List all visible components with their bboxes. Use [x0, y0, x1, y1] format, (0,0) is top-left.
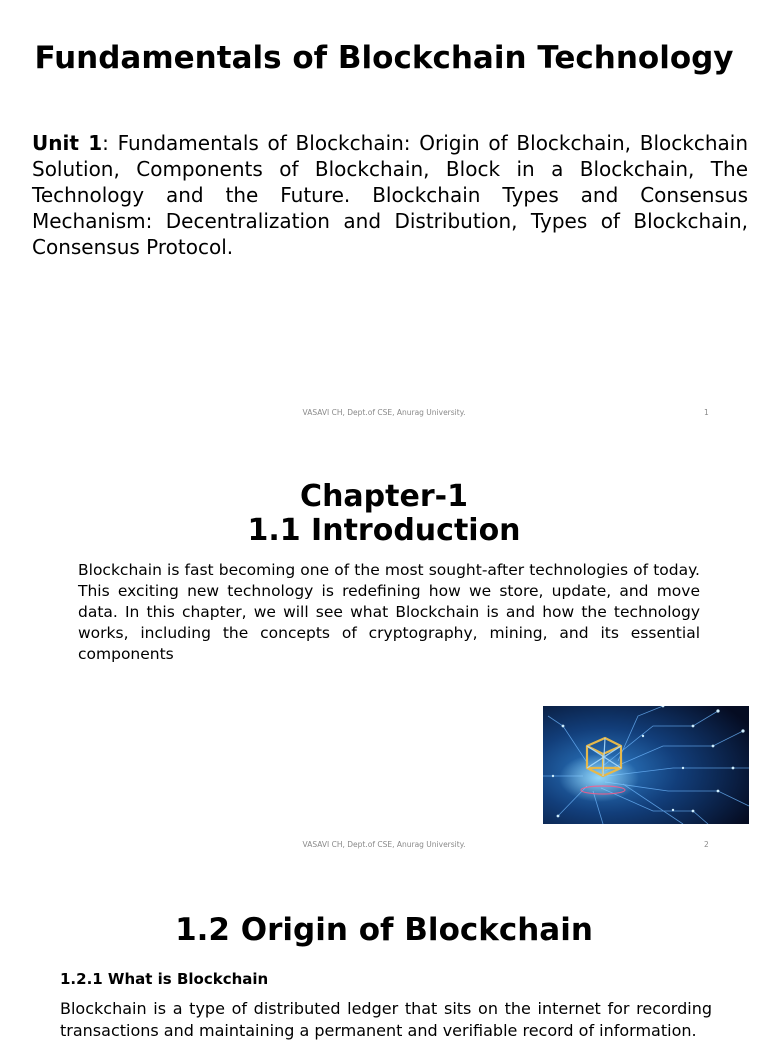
slide-2 — [0, 432, 768, 864]
section-body: Blockchain is a type of distributed ledger that sits on the internet for recording transactions and maintaining a permanent and verifiable record of information. — [60, 999, 712, 1040]
slide-1 — [0, 0, 768, 432]
footer-text: VASAVI CH, Dept.of CSE, Anurag University. — [302, 840, 466, 849]
sub-heading: 1.2.1 What is Blockchain — [60, 970, 269, 988]
unit-description — [32, 130, 748, 260]
unit-body: : Fundamentals of Blockchain: Origin of Blockchain, Blockchain Solution, Components of Blockchain, Block in a Blockchain, The Technology and the Future. Blockchain Types and Consensus Mechanism: Decentralization and Distribution, Types of Blockchain, Consensus Protocol. — [32, 131, 748, 259]
chapter-title — [0, 480, 768, 548]
section-title: 1.2 Origin of Blockchain — [175, 912, 593, 948]
page-number: 1 — [704, 408, 709, 417]
chapter-title-line2: 1.1 Introduction — [247, 513, 521, 548]
slide-title: Fundamentals of Blockchain Technology — [34, 40, 734, 76]
unit-label: Unit 1 — [32, 131, 103, 155]
slide-3 — [0, 864, 768, 1040]
blockchain-circuit-cube-image — [543, 706, 749, 824]
chapter-title-line1: Chapter-1 — [300, 479, 468, 514]
circuit-illustration — [543, 706, 749, 824]
page-number: 2 — [704, 840, 709, 849]
intro-paragraph: Blockchain is fast becoming one of the most sought-after technologies of today. This exciting new technology is redefining how we store, update, and move data. In this chapter, we will see what Blockchain is and how the technology works, including the concepts of cryptography, mining, and its essential components — [78, 561, 700, 663]
footer-text: VASAVI CH, Dept.of CSE, Anurag University. — [302, 408, 466, 417]
